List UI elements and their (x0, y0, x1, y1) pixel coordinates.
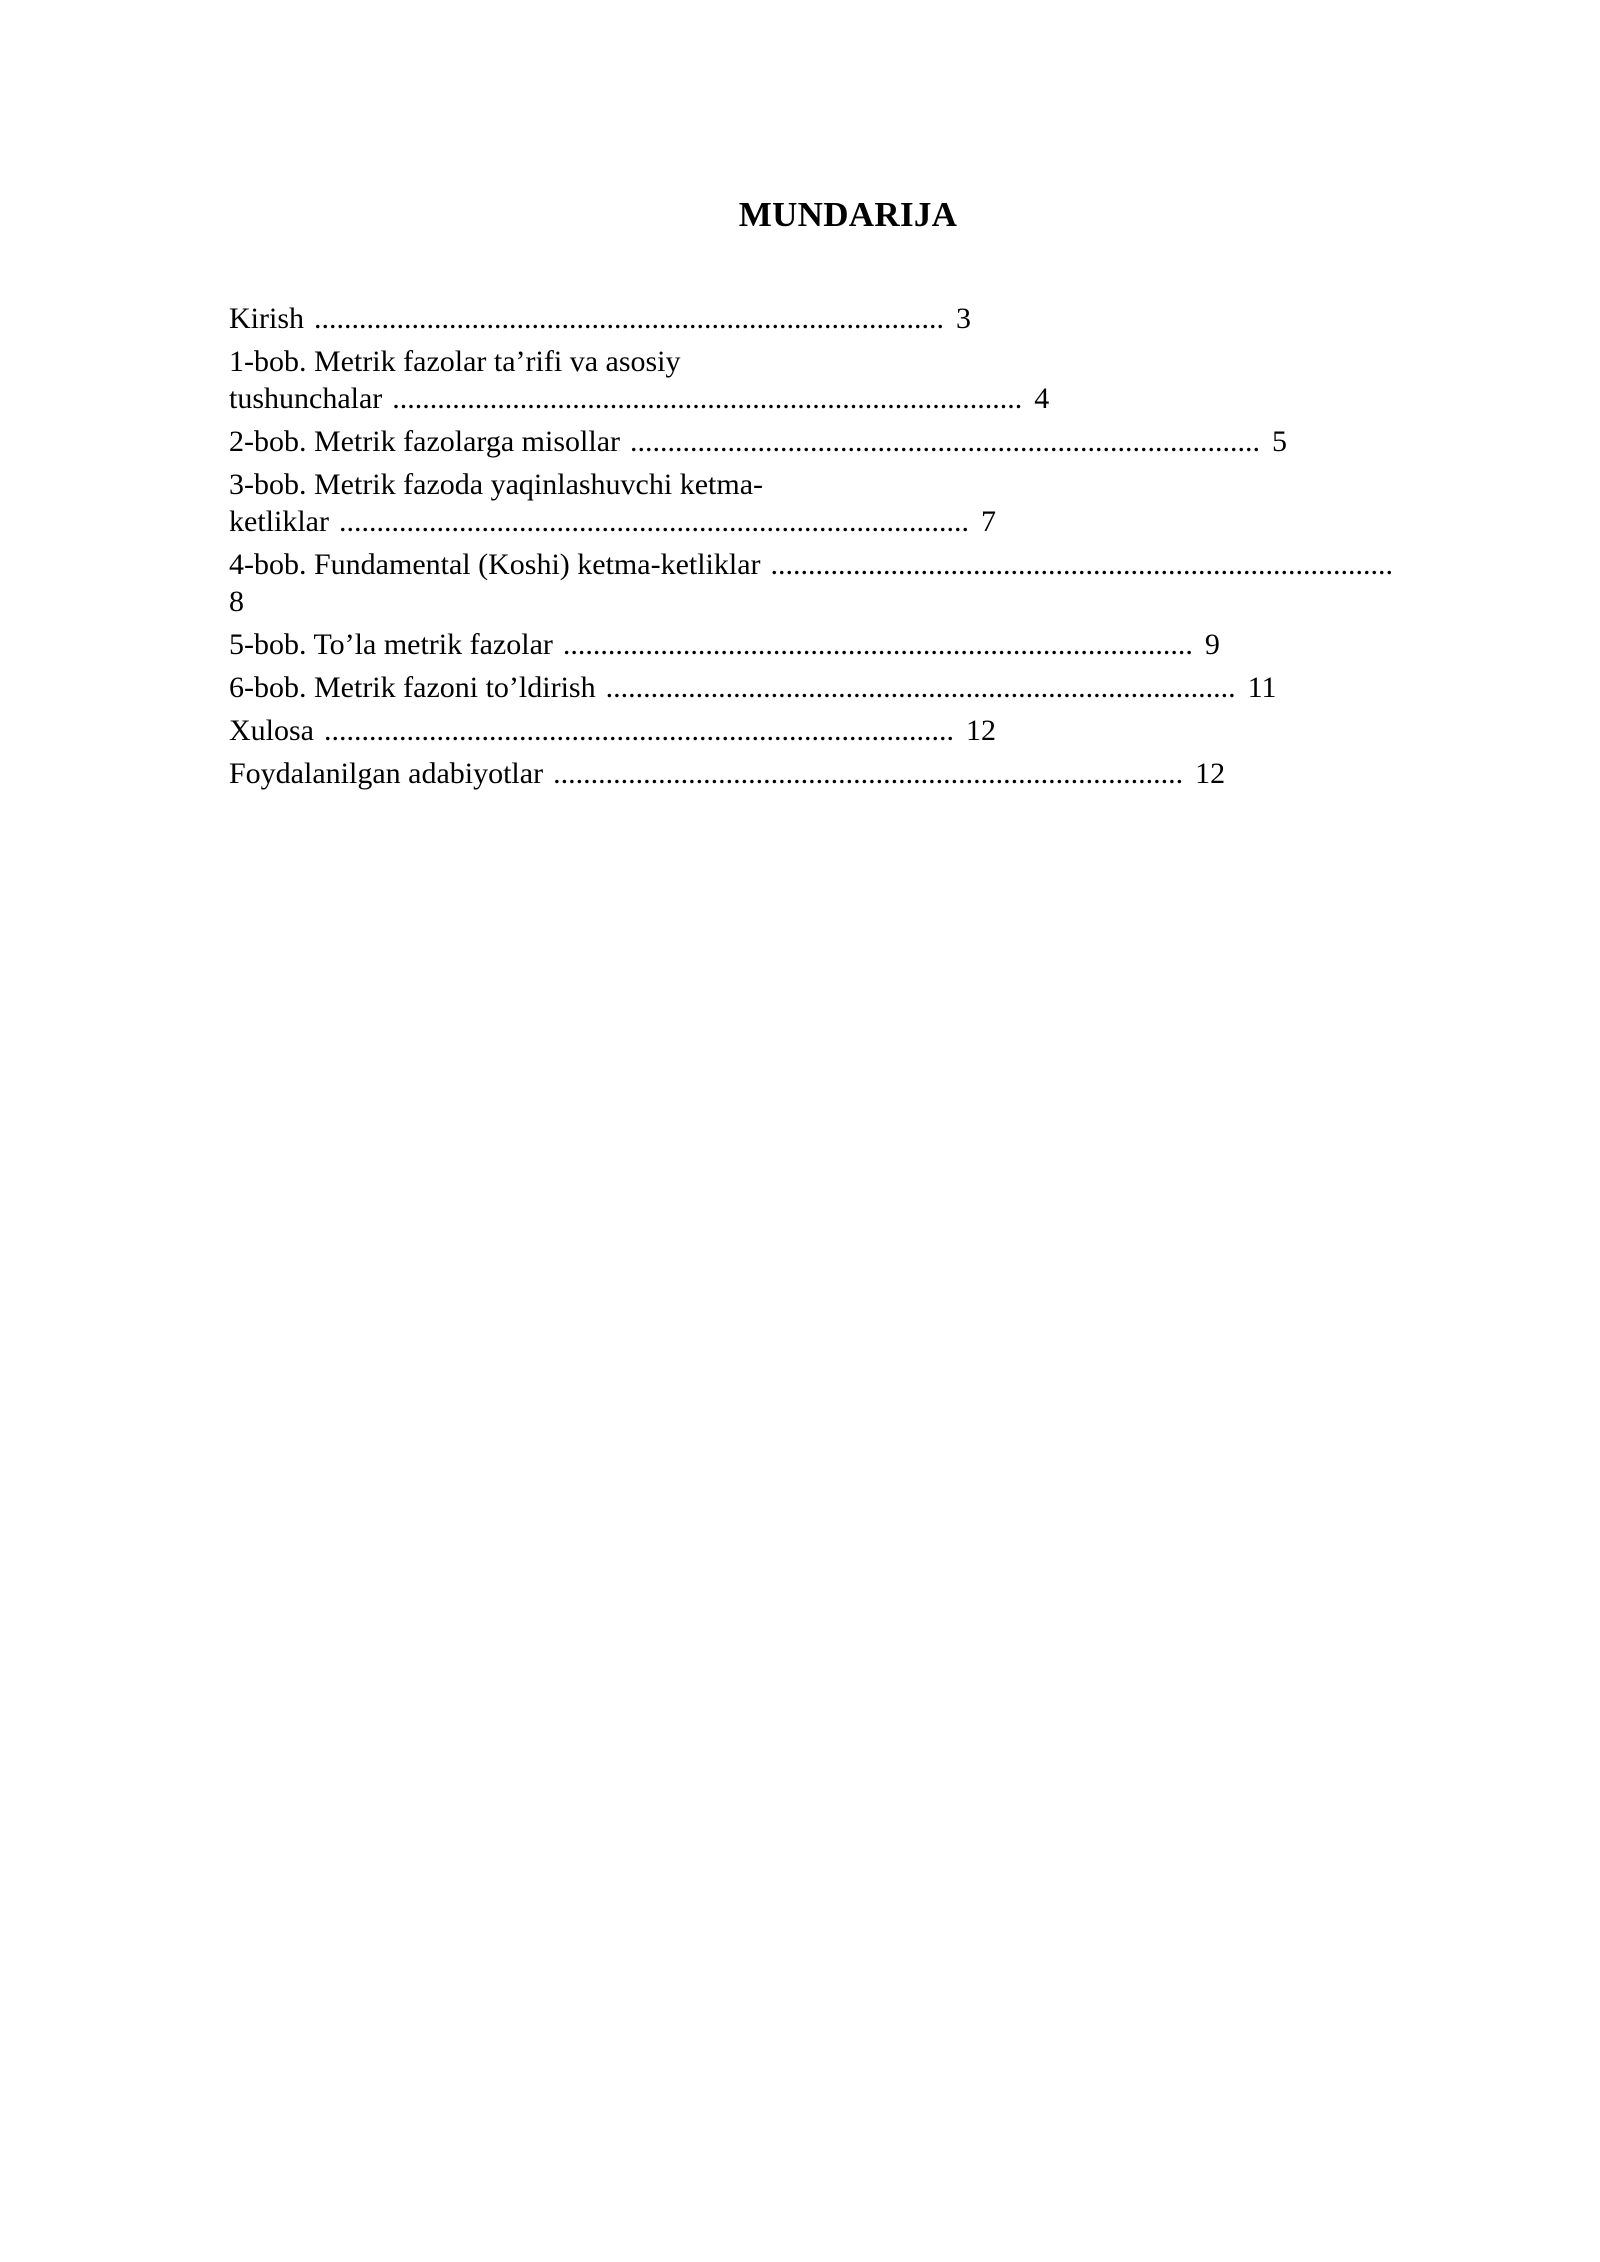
toc-entry-label: 6-bob. Metrik fazoni to’ldirish (229, 671, 596, 704)
toc-entry-label-line1: 3-bob. Metrik fazoda yaqinlashuvchi ketma- (229, 468, 763, 501)
toc-entry-label: tushunchalar (229, 382, 383, 415)
toc-page-number: 3 (956, 302, 971, 335)
toc-page-number: 12 (1195, 757, 1226, 790)
toc-entry-kirish[interactable] (229, 300, 1469, 337)
toc-entry-chapter-5[interactable] (229, 626, 1469, 663)
dot-leader: .................................................................................... (324, 714, 954, 747)
toc-line (229, 626, 1469, 663)
toc-entry-label: Foydalanilgan adabiyotlar (229, 757, 544, 790)
toc-entry-chapter-3[interactable] (229, 466, 1469, 540)
toc-line (229, 669, 1469, 706)
dot-leader: .................................................................................... (392, 382, 1023, 415)
toc-entry-label: Kirish (229, 302, 304, 335)
toc-page-number: 4 (1034, 382, 1050, 415)
toc-line (229, 755, 1469, 792)
toc-entry-label: 4-bob. Fundamental (Koshi) ketma-ketliklar (229, 548, 761, 581)
dot-leader: .................................................................................... (605, 671, 1236, 704)
toc-entry-chapter-4[interactable] (229, 546, 1469, 620)
page-title: MUNDARIJA (738, 195, 958, 234)
toc-entry-label-line1: 1-bob. Metrik fazolar ta’rifi va asosiy (229, 345, 681, 378)
toc-entry-label: ketliklar (229, 505, 329, 538)
toc-page-number: 9 (1204, 628, 1220, 661)
toc-line (229, 503, 1469, 540)
dot-leader: .................................................................................... (630, 425, 1260, 458)
toc-entry-chapter-6[interactable] (229, 669, 1469, 706)
toc-line (229, 300, 1469, 337)
toc-entry-label: 2-bob. Metrik fazolarga misollar (229, 425, 620, 458)
dot-leader: ................................................................................... (770, 548, 1394, 581)
toc-line (229, 712, 1469, 749)
toc-entry-references[interactable] (229, 755, 1469, 792)
toc-entry-xulosa[interactable] (229, 712, 1469, 749)
toc-line (229, 380, 1469, 417)
dot-leader: .................................................................................... (314, 302, 944, 335)
toc-page-number: 5 (1272, 425, 1287, 458)
toc-line (229, 423, 1469, 460)
toc-line (229, 546, 1469, 583)
dot-leader: .................................................................................... (338, 505, 969, 538)
toc-page-number: 8 (229, 585, 244, 618)
toc-entry-chapter-2[interactable] (229, 423, 1469, 460)
dot-leader: .................................................................................... (553, 757, 1184, 790)
toc-entry-label: 5-bob. To’la metrik fazolar (229, 628, 553, 661)
dot-leader: .................................................................................... (562, 628, 1193, 661)
toc-page-number: 11 (1247, 671, 1277, 704)
toc-entry-chapter-1[interactable] (229, 343, 1469, 417)
toc-page-number: 12 (966, 714, 996, 747)
toc-page-number: 7 (980, 505, 996, 538)
table-of-contents (229, 300, 1469, 792)
toc-entry-label: Xulosa (229, 714, 314, 747)
